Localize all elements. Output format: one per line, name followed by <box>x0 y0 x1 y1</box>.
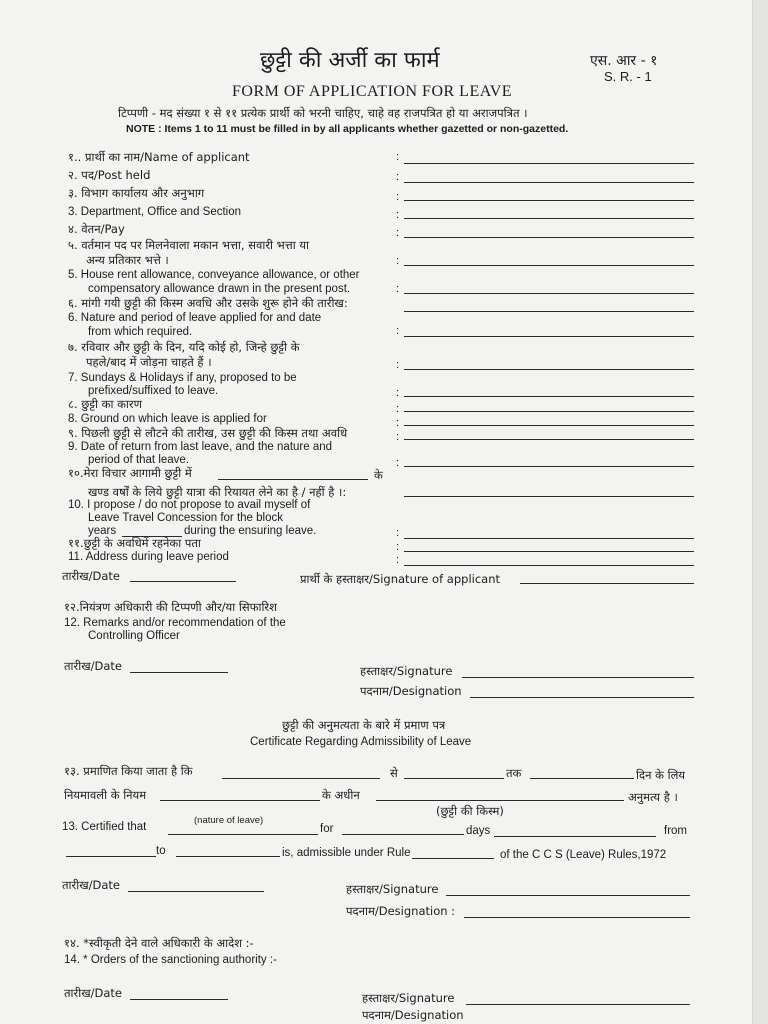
item-13-english-rules: of the C C S (Leave) Rules,1972 <box>500 849 667 861</box>
leave-ground-line-1[interactable] <box>404 411 694 412</box>
certificate-designation-line[interactable] <box>464 917 690 918</box>
item-12-english-line2: Controlling Officer <box>88 630 180 642</box>
item-5-hindi-line2: अन्य प्रतिकार भत्ते । <box>86 253 169 267</box>
controlling-designation-line[interactable] <box>470 697 694 698</box>
last-leave-line-2[interactable] <box>404 466 694 467</box>
item-13-hindi-se: से <box>390 766 398 780</box>
item-3-english-label: 3. Department, Office and Section <box>68 206 242 218</box>
item-8-english-label: 8. Ground on which leave is applied for <box>68 413 267 425</box>
item-10-english-line2: Leave Travel Concession for the block <box>88 512 283 524</box>
sanction-signature-label: हस्ताक्षर/Signature <box>362 991 455 1005</box>
ltc-block-hindi-line[interactable] <box>218 479 368 480</box>
cert-hindi-to-line[interactable] <box>530 778 634 779</box>
form-title-english: FORM OF APPLICATION FOR LEAVE <box>232 83 513 100</box>
item-10-hindi-line2: खण्ड वर्षों के लिये छुट्टी यात्रा की रियायत लेने का है / नहीं है ।: <box>88 485 347 499</box>
item-14-english-label: 14. * Orders of the sanctioning authority :- <box>64 954 277 966</box>
item-11-english-label: 11. Address during leave period <box>68 551 229 563</box>
colon: : <box>396 151 400 163</box>
item-13-hindi-tak: तक <box>506 766 522 780</box>
controlling-signature-line[interactable] <box>462 677 694 678</box>
item-13-hindi-din: दिन के लिय <box>636 768 686 782</box>
address-line-1[interactable] <box>404 551 694 552</box>
allowance-line-2[interactable] <box>404 293 694 294</box>
form-title-hindi: छुट्टी की अर्जी का फार्म <box>260 48 440 73</box>
cert-hindi-from-line[interactable] <box>404 778 504 779</box>
colon: : <box>396 387 400 399</box>
applicant-signature-label: प्रार्थी के हस्ताक्षर/Signature of applicant <box>300 572 501 586</box>
note-english: NOTE : Items 1 to 11 must be filled in by all applicants whether gazetted or non-gazetted. <box>126 123 569 135</box>
department-line-1[interactable] <box>404 200 694 201</box>
item-7-english-line1: 7. Sundays & Holidays if any, proposed to be <box>68 372 297 384</box>
colon: : <box>396 554 400 566</box>
item-9-english-line1: 9. Date of return from last leave, and the nature and <box>68 441 333 453</box>
name-of-applicant-line[interactable] <box>404 163 694 164</box>
item-13-english-to: to <box>156 845 166 857</box>
item-10-hindi-line1: १०.मेरा विचार आगामी छुट्टी में <box>68 466 192 480</box>
cert-english-to-line[interactable] <box>176 856 280 857</box>
item-10-english-line1: 10. I propose / do not propose to avail myself of <box>68 499 311 511</box>
address-line-2[interactable] <box>404 565 694 566</box>
item-14-hindi-label: १४. *स्वीकृती देने वाले अधिकारी के आदेश :- <box>64 936 254 950</box>
item-13-english-is: is, admissible under Rule <box>282 847 411 859</box>
sanction-date-line[interactable] <box>130 999 228 1000</box>
item-13-hindi-niyam: नियमावली के नियम <box>64 788 147 802</box>
allowance-line-1[interactable] <box>404 265 694 266</box>
colon: : <box>396 457 400 469</box>
post-held-line[interactable] <box>404 182 694 183</box>
item-8-hindi-label: ८. छुट्टी का कारण <box>68 397 142 411</box>
form-code-english: S. R. - 1 <box>604 69 652 84</box>
page-edge <box>752 0 768 1024</box>
applicant-date-label: तारीख/Date <box>62 569 120 583</box>
last-leave-line-1[interactable] <box>404 439 694 440</box>
controlling-date-label: तारीख/Date <box>64 659 122 673</box>
sanction-date-label: तारीख/Date <box>64 986 122 1000</box>
nature-of-leave-caption: (nature of leave) <box>194 815 264 826</box>
leave-nature-line-1[interactable] <box>404 311 694 312</box>
item-2-label: २. पद/Post held <box>68 168 151 182</box>
item-9-english-line2: period of that leave. <box>88 454 190 466</box>
certificate-designation-label: पदनाम/Designation : <box>346 904 456 918</box>
colon: : <box>396 431 400 443</box>
cert-hindi-rule-line[interactable] <box>160 800 320 801</box>
item-5-hindi-line1: ५. वर्तमान पद पर मिलनेवाला मकान भत्ता, सवारी भत्ता या <box>68 238 309 252</box>
colon: : <box>396 527 400 539</box>
ltc-line-2[interactable] <box>404 538 694 539</box>
colon: : <box>396 541 400 553</box>
form-code-hindi: एस. आर - १ <box>590 53 658 69</box>
colon: : <box>396 403 400 415</box>
item-13-english-from: from <box>664 825 687 837</box>
item-5-english-line2: compensatory allowance drawn in the present post. <box>88 283 351 295</box>
leave-ground-line-2[interactable] <box>404 425 694 426</box>
cert-english-rule-line[interactable] <box>412 858 494 859</box>
item-10-english-line3: during the ensuring leave. <box>184 525 317 537</box>
controlling-signature-label: हस्ताक्षर/Signature <box>360 664 453 678</box>
item-6-english-line2: from which required. <box>88 326 193 338</box>
holidays-line-1[interactable] <box>404 369 694 370</box>
item-3-hindi-label: ३. विभाग कार्यालय और अनुभाग <box>68 186 205 200</box>
colon: : <box>396 283 400 295</box>
certificate-date-line[interactable] <box>128 891 264 892</box>
holidays-line-2[interactable] <box>404 396 694 397</box>
item-13-hindi-intro: १३. प्रमाणित किया जाता है कि <box>64 764 193 778</box>
certificate-date-label: तारीख/Date <box>62 878 120 892</box>
cert-english-blank-line[interactable] <box>494 836 656 837</box>
controlling-date-line[interactable] <box>130 672 228 673</box>
item-12-hindi-label: १२.नियंत्रण अधिकारी की टिप्पणी और/या सिफारिश <box>64 600 277 614</box>
sanction-signature-line[interactable] <box>466 1004 690 1005</box>
item-7-hindi-line2: पहले/बाद में जोड़ना चाहते हैं । <box>86 355 212 369</box>
colon: : <box>396 255 400 267</box>
item-6-english-line1: 6. Nature and period of leave applied for and date <box>68 312 322 324</box>
certificate-signature-label: हस्ताक्षर/Signature <box>346 882 439 896</box>
item-12-english-line1: 12. Remarks and/or recommendation of the <box>64 617 286 629</box>
colon: : <box>396 359 400 371</box>
colon: : <box>396 325 400 337</box>
leave-nature-line-2[interactable] <box>404 336 694 337</box>
department-line-2[interactable] <box>404 218 694 219</box>
leave-kind-hindi-caption: (छुट्टी की किस्म) <box>436 804 504 818</box>
item-7-hindi-line1: ७. रविवार और छुट्टी के दिन, यदि कोई हो, जिन्हे छुट्टी के <box>68 340 300 354</box>
certificate-heading-hindi: छुट्टी की अनुमत्यता के बारे में प्रमाण पत्र <box>282 718 446 732</box>
cert-english-days-line[interactable] <box>342 834 464 835</box>
item-10-english-years: years <box>88 525 117 537</box>
item-13-english-for: for <box>320 823 334 835</box>
item-4-label: ४. वेतन/Pay <box>68 222 125 236</box>
colon: : <box>396 227 400 239</box>
cert-english-from-line[interactable] <box>66 856 156 857</box>
cert-hindi-leave-line[interactable] <box>376 800 624 801</box>
item-13-english-intro: 13. Certified that <box>62 821 147 833</box>
colon: : <box>396 417 400 429</box>
item-10-hindi-ke: के <box>374 468 383 482</box>
colon: : <box>396 171 400 183</box>
ltc-line-1[interactable] <box>404 496 694 497</box>
sanction-designation-label: पदनाम/Designation <box>362 1008 464 1022</box>
item-11-hindi-label: ११.छुट्टी के अवधिमें रहनेका पता <box>68 536 201 550</box>
cert-english-nature-line[interactable] <box>168 834 318 835</box>
colon: : <box>396 209 400 221</box>
cert-hindi-nature-line[interactable] <box>222 778 380 779</box>
pay-line[interactable] <box>404 237 694 238</box>
controlling-designation-label: पदनाम/Designation <box>360 684 462 698</box>
item-13-english-days: days <box>466 825 491 837</box>
item-13-hindi-anumat: अनुमत्य है । <box>628 790 678 804</box>
colon: : <box>396 191 400 203</box>
item-13-hindi-adhin: के अधीन <box>322 788 360 802</box>
note-hindi: टिप्पणी - मद संख्या १ से ११ प्रत्येक प्रार्थी को भरनी चाहिए, चाहे वह राजपत्रित हो या अराजपत्रित । <box>118 106 528 120</box>
item-7-english-line2: prefixed/suffixed to leave. <box>88 385 219 397</box>
certificate-signature-line[interactable] <box>446 895 690 896</box>
item-6-hindi-label: ६. मांगी गयी छुट्टी की किस्म अवधि और उसके शुरू होने की तारीख: <box>68 296 348 310</box>
item-1-label: १.. प्रार्थी का नाम/Name of applicant <box>68 150 250 164</box>
item-5-english-line1: 5. House rent allowance, conveyance allowance, or other <box>68 269 360 281</box>
applicant-signature-line[interactable] <box>520 583 694 584</box>
item-9-hindi-label: ९. पिछली छुट्टी से लौटने की तारीख, उस छुट्टी की किस्म तथा अवधि <box>68 426 348 440</box>
applicant-date-line[interactable] <box>130 581 236 582</box>
certificate-heading-english: Certificate Regarding Admissibility of Leave <box>250 736 472 748</box>
